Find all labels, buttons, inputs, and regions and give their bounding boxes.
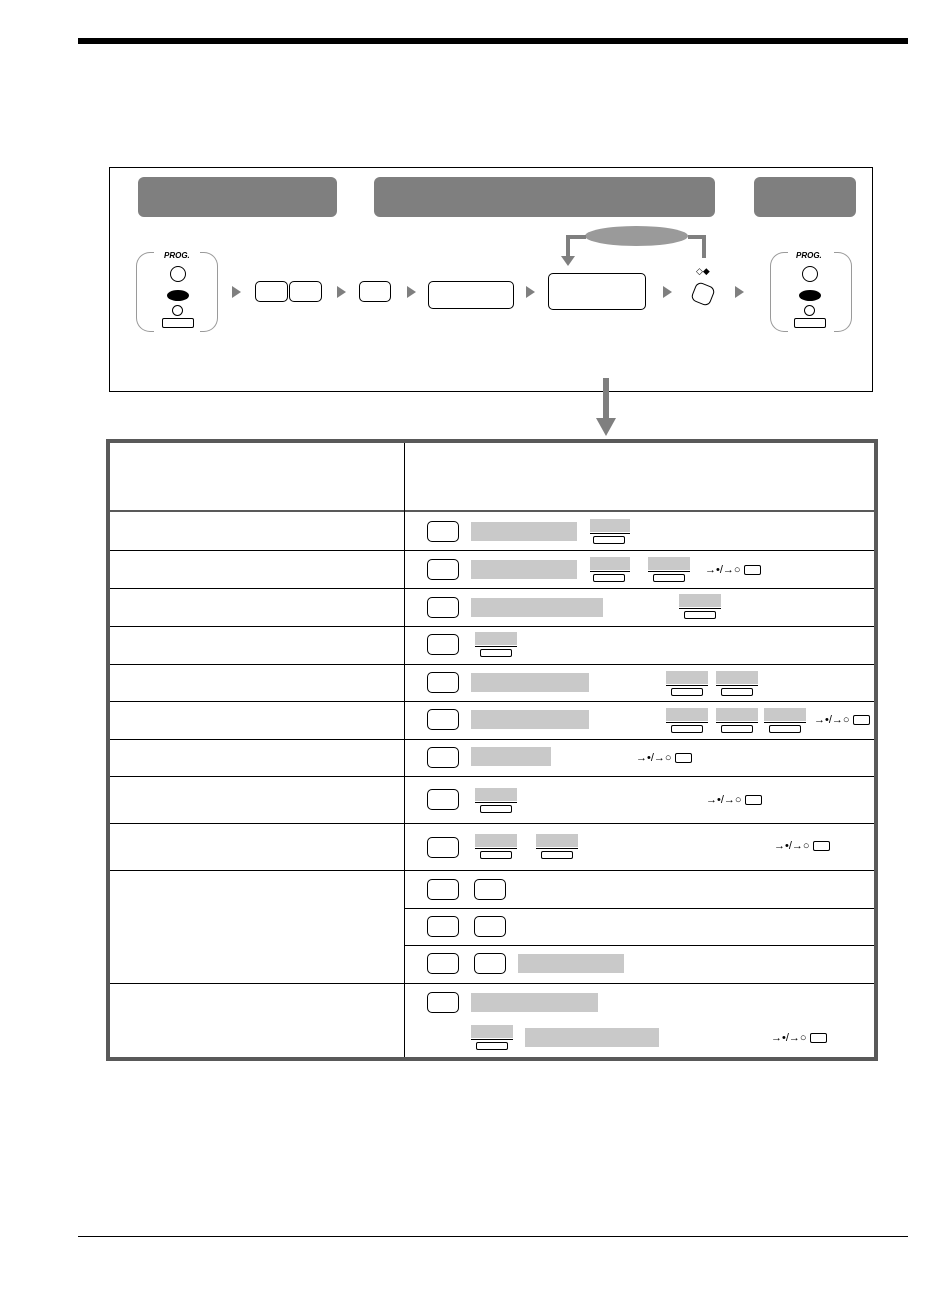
terminate-icon[interactable] <box>774 840 830 852</box>
row-key[interactable] <box>427 789 459 810</box>
enter-end-icon <box>853 715 870 725</box>
flow-arrow-icon <box>407 286 416 298</box>
row-key[interactable] <box>474 916 506 937</box>
soft-key[interactable] <box>475 788 517 814</box>
soft-key[interactable] <box>475 632 517 658</box>
row-divider <box>110 870 874 871</box>
soft-key[interactable] <box>475 834 517 860</box>
right-bracket-close <box>834 252 852 332</box>
terminate-icon[interactable] <box>705 564 761 576</box>
enter-end-icon <box>813 841 830 851</box>
prog-circle-icon <box>802 266 818 282</box>
terminate-symbol: →•/→○ <box>636 752 672 764</box>
soft-key[interactable] <box>666 708 708 734</box>
row-divider <box>110 550 874 551</box>
value-field <box>471 993 598 1012</box>
soft-key[interactable] <box>471 1025 513 1051</box>
headset-icon <box>804 305 815 316</box>
row-key[interactable] <box>427 597 459 618</box>
prog-key[interactable] <box>794 318 826 328</box>
row-divider <box>404 908 874 909</box>
soft-key[interactable] <box>716 708 758 734</box>
value-field <box>471 747 551 766</box>
value-field <box>471 673 589 692</box>
row-key[interactable] <box>427 709 459 730</box>
bottom-rule <box>78 1236 908 1237</box>
soft-key[interactable] <box>666 671 708 697</box>
row-key[interactable] <box>427 879 459 900</box>
row-divider <box>110 701 874 702</box>
row-key[interactable] <box>474 953 506 974</box>
row-key[interactable] <box>427 672 459 693</box>
prog-key[interactable] <box>162 318 194 328</box>
enter-end-icon <box>675 753 692 763</box>
dark-oval-icon <box>799 290 821 301</box>
top-rule <box>78 38 908 44</box>
value-field <box>471 560 577 579</box>
program-key-3[interactable] <box>359 281 391 302</box>
dark-oval-icon <box>167 290 189 301</box>
prog-label: PROG. <box>164 251 190 260</box>
row-key[interactable] <box>427 521 459 542</box>
soft-key[interactable] <box>590 557 630 583</box>
terminate-symbol: →•/→○ <box>774 840 810 852</box>
terminate-symbol: →•/→○ <box>771 1032 807 1044</box>
value-field <box>471 710 589 729</box>
value-field <box>518 954 624 973</box>
row-divider <box>110 664 874 665</box>
row-divider <box>110 983 874 984</box>
terminate-icon[interactable] <box>771 1032 827 1044</box>
row-divider <box>110 588 874 589</box>
enter-end-icon <box>745 795 762 805</box>
row-key[interactable] <box>427 747 459 768</box>
setting-box[interactable] <box>548 273 646 310</box>
flow-arrow-icon <box>663 286 672 298</box>
terminate-icon[interactable] <box>814 714 870 726</box>
flow-header-right <box>754 177 856 217</box>
prog-circle-icon <box>170 266 186 282</box>
flow-header-left <box>138 177 337 217</box>
row-key[interactable] <box>474 879 506 900</box>
left-bracket-close <box>200 252 218 332</box>
enter-end-icon <box>810 1033 827 1043</box>
flow-arrow-icon <box>735 286 744 298</box>
flow-arrow-icon <box>232 286 241 298</box>
terminate-icon[interactable] <box>636 752 692 764</box>
soft-key[interactable] <box>679 594 721 620</box>
row-key[interactable] <box>427 992 459 1013</box>
row-key[interactable] <box>427 634 459 655</box>
soft-key[interactable] <box>764 708 806 734</box>
soft-key[interactable] <box>716 671 758 697</box>
value-field <box>525 1028 659 1047</box>
value-field <box>471 522 577 541</box>
column-divider <box>404 443 405 1057</box>
enter-end-icon <box>744 565 761 575</box>
prog-label: PROG. <box>796 251 822 260</box>
program-key-1[interactable] <box>255 281 288 302</box>
loop-arrow-icon <box>561 256 575 266</box>
terminate-symbol: →•/→○ <box>705 564 741 576</box>
entry-box[interactable] <box>428 281 514 309</box>
loop-line-down <box>566 235 570 256</box>
headset-icon <box>172 305 183 316</box>
row-key[interactable] <box>427 916 459 937</box>
row-key[interactable] <box>427 953 459 974</box>
terminate-symbol: →•/→○ <box>814 714 850 726</box>
right-bracket <box>770 252 788 332</box>
down-arrow-stem <box>603 378 609 422</box>
down-arrow-icon <box>596 418 616 436</box>
flow-header-center <box>374 177 715 217</box>
row-key[interactable] <box>427 837 459 858</box>
value-field <box>471 598 603 617</box>
row-divider <box>404 945 874 946</box>
program-key-2[interactable] <box>289 281 322 302</box>
flow-arrow-icon <box>337 286 346 298</box>
row-divider <box>110 823 874 824</box>
row-divider <box>110 739 874 740</box>
row-key[interactable] <box>427 559 459 580</box>
row-divider <box>110 626 874 627</box>
terminate-symbol: →•/→○ <box>706 794 742 806</box>
left-bracket <box>136 252 154 332</box>
soft-key[interactable] <box>590 519 630 545</box>
store-symbol: ◇◆ <box>696 266 710 276</box>
table-header-separator <box>110 510 874 512</box>
flow-arrow-icon <box>526 286 535 298</box>
terminate-icon[interactable] <box>706 794 762 806</box>
soft-key[interactable] <box>648 557 690 583</box>
loop-line-right-down <box>702 235 706 258</box>
loop-label-oval <box>585 226 688 246</box>
soft-key[interactable] <box>536 834 578 860</box>
row-divider <box>110 776 874 777</box>
